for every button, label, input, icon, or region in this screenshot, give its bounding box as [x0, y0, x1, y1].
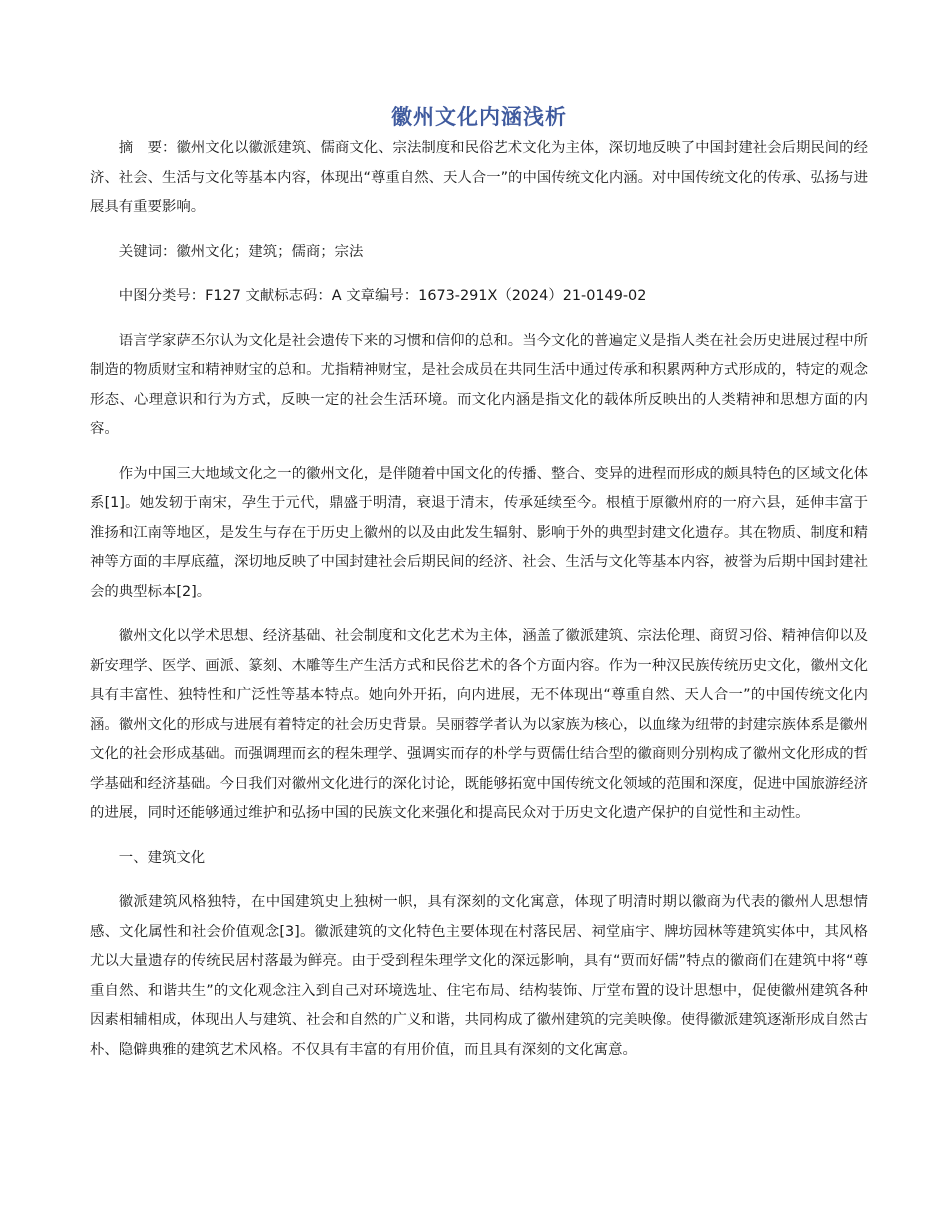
keywords: 关键词：徽州文化；建筑；儒商；宗法 [118, 243, 364, 260]
section-heading-architecture: 一、建筑文化 [118, 849, 206, 866]
body-paragraph-2: 作为中国三大地域文化之一的徽州文化，是伴随着中国文化的传播、整合、变异的进程而形成的颇具特色的区域文化体系[1]。她发轫于南宋，孕生于元代，鼎盛于明清，衰退于清末，传承延续至今。根植于原徽州府的一府六县，延伸丰富于淮扬和江南等地区，是发生与存在于历史上徽州的以及由此发生辐射、影响于外的典型封建文化遗存。其在物质、制度和精神等方面的丰厚底蕴，深切地反映了中国封建社会后期民间的经济、社会、生活与文化等基本内容，被誉为后期中国封建社会的典型标本[2]。 [90, 465, 868, 600]
abstract-label: 摘 要： [118, 140, 177, 156]
abstract [90, 134, 868, 223]
article-page [90, 100, 868, 1065]
abstract-text: 徽州文化以徽派建筑、儒商文化、宗法制度和民俗艺术文化为主体，深切地反映了中国封建社会后期民间的经济、社会、生活与文化等基本内容，体现出“尊重自然、天人合一”的中国传统文化内涵。对中国传统文化的传承、弘扬与进展具有重要影响。 [90, 140, 868, 215]
body-paragraph-1: 语言学家萨丕尔认为文化是社会遗传下来的习惯和信仰的总和。当今文化的普遍定义是指人类在社会历史进展过程中所制造的物质财宝和精神财宝的总和。尤指精神财宝，是社会成员在共同生活中通过传承和积累两种方式形成的，特定的观念形态、心理意识和行为方式，反映一定的社会生活环境。而文化内涵是指文化的载体所反映出的人类精神和思想方面的内容。 [90, 332, 868, 437]
body-paragraph-4: 徽派建筑风格独特，在中国建筑史上独树一帜，具有深刻的文化寓意，体现了明清时期以徽商为代表的徽州人思想情感、文化属性和社会价值观念[3]。徽派建筑的文化特色主要体现在村落民居、祠堂庙宇、牌坊园林等建筑实体中，其风格尤以大量遗存的传统民居村落最为鲜亮。由于受到程朱理学文化的深远影响，具有“贾而好儒”特点的徽商们在建筑中将“尊重自然、和谐共生”的文化观念注入到自己对环境选址、住宅布局、结构装饰、厅堂布置的设计思想中，促使徽州建筑各种因素相辅相成，体现出人与建筑、社会和自然的广义和谐，共同构成了徽州建筑的完美映像。使得徽派建筑逐渐形成自然古朴、隐僻典雅的建筑艺术风格。不仅具有丰富的有用价值，而且具有深刻的文化寓意。 [90, 894, 868, 1058]
classification-info: 中图分类号：F127 文献标志码：A 文章编号：1673-291X（2024）21-0149-02 [118, 288, 647, 304]
body-paragraph-3: 徽州文化以学术思想、经济基础、社会制度和文化艺术为主体，涵盖了徽派建筑、宗法伦理、商贸习俗、精神信仰以及新安理学、医学、画派、篆刻、木雕等生产生活方式和民俗艺术的各个方面内容。作为一种汉民族传统历史文化，徽州文化具有丰富性、独特性和广泛性等基本特点。她向外开拓，向内进展，无不体现出“尊重自然、天人合一”的中国传统文化内涵。徽州文化的形成与进展有着特定的社会历史背景。吴丽蓉学者认为以家族为核心，以血缘为纽带的封建宗族体系是徽州文化的社会形成基础。而强调理而玄的程朱理学、强调实而存的朴学与贾儒仕结合型的徽商则分别构成了徽州文化形成的哲学基础和经济基础。今日我们对徽州文化进行的深化讨论，既能够拓宽中国传统文化领域的范围和深度，促进中国旅游经济的进展，同时还能够通过维护和弘扬中国的民族文化来强化和提高民众对于历史文化遗产保护的自觉性和主动性。 [90, 628, 868, 821]
article-title: 徽州文化内涵浅析 [391, 105, 567, 129]
